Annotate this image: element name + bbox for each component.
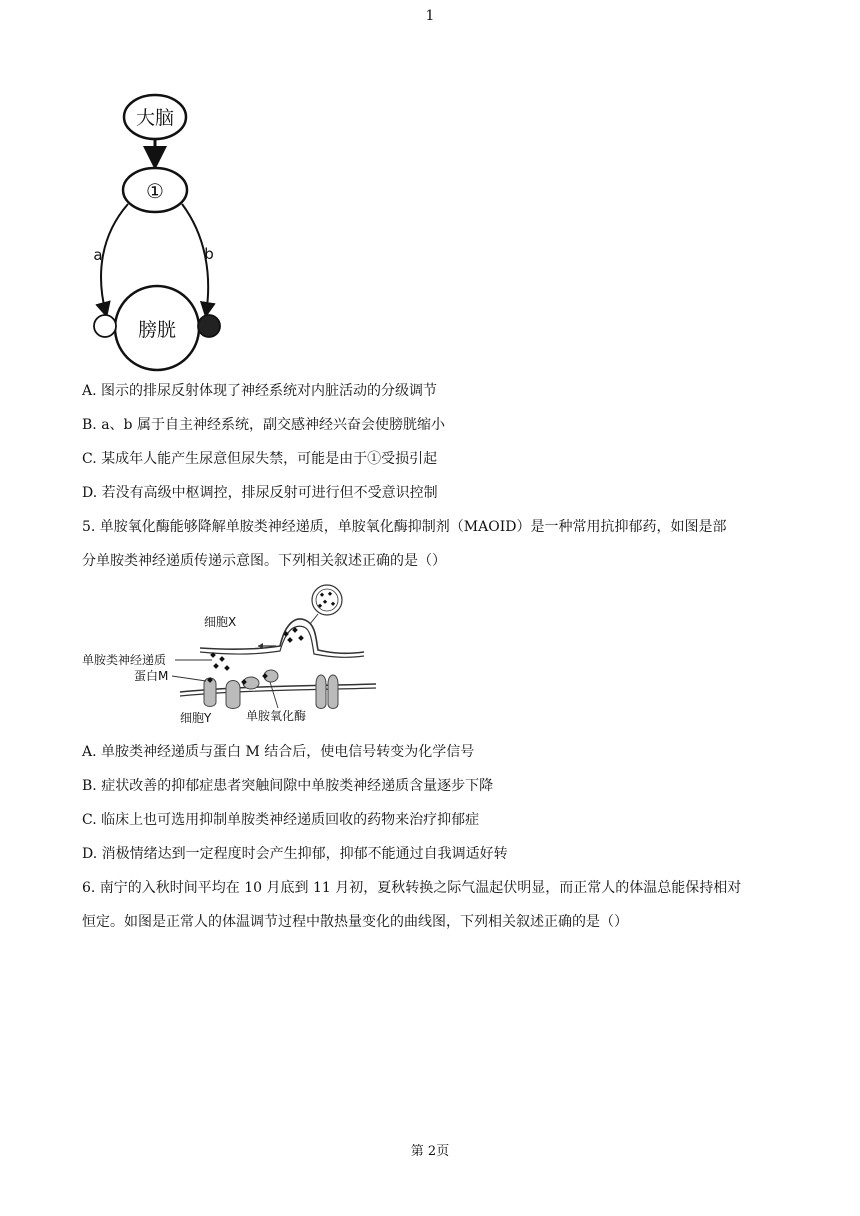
cell-y-label: 细胞Y [180,711,212,725]
reflex-diagram [78,86,238,376]
center-label: ① [146,179,164,203]
enzyme-icon-1 [226,681,240,709]
bladder-label: 膀胱 [137,319,177,341]
transmitter-label: 单胺类神经递质 [82,653,167,667]
vesicle-icon [312,585,342,615]
q5-option-a: A. 单胺类神经递质与蛋白 M 结合后，使电信号转变为化学信号 [82,744,475,760]
q6-stem-line2: 恒定。如图是正常人的体温调节过程中散热量变化的曲线图，下列相关叙述正确的是（） [82,914,628,930]
cell-x-label: 细胞X [204,615,237,629]
left-effector-circle [94,315,116,337]
q4-option-b: B. a、b 属于自主神经系统，副交感神经兴奋会使膀胱缩小 [82,417,445,433]
transporter-icon [316,675,326,709]
protein-m-label: 蛋白M [134,669,169,683]
q4-option-a: A. 图示的排尿反射体现了神经系统对内脏活动的分级调节 [82,383,438,399]
path-a-arrow [101,204,128,314]
q5-option-c: C. 临床上也可选用抑制单胺类神经递质回收的药物来治疗抑郁症 [82,812,480,828]
path-a-label: a [93,246,103,264]
q5-stem-line2: 分单胺类神经递质传递示意图。下列相关叙述正确的是（） [82,553,446,569]
q4-option-d: D. 若没有高级中枢调控，排尿反射可进行但不受意识控制 [82,485,438,501]
page-number-top: 1 [425,8,435,24]
q5-stem-line1: 5. 单胺氧化酶能够降解单胺类神经递质，单胺氧化酶抑制剂（MAOID）是一种常用抗抑郁药，如图是部 [82,519,727,535]
enzyme-label: 单胺氧化酶 [246,709,307,723]
q6-stem-line1: 6. 南宁的入秋时间平均在 10 月底到 11 月初，夏秋转换之际气温起伏明显，而正常人的体温总能保持相对 [82,880,742,896]
brain-label: 大脑 [135,107,175,129]
q5-option-d: D. 消极情绪达到一定程度时会产生抑郁，抑郁不能通过自我调适好转 [82,846,508,862]
page-footer: 第 2页 [410,1144,450,1159]
q5-option-b: B. 症状改善的抑郁症患者突触间隙中单胺类神经递质含量逐步下降 [82,778,494,794]
right-effector-circle [198,315,220,337]
q4-option-c: C. 某成年人能产生尿意但尿失禁，可能是由于①受损引起 [82,451,438,467]
path-b-label: b [204,245,214,263]
synapse-diagram [80,580,380,730]
